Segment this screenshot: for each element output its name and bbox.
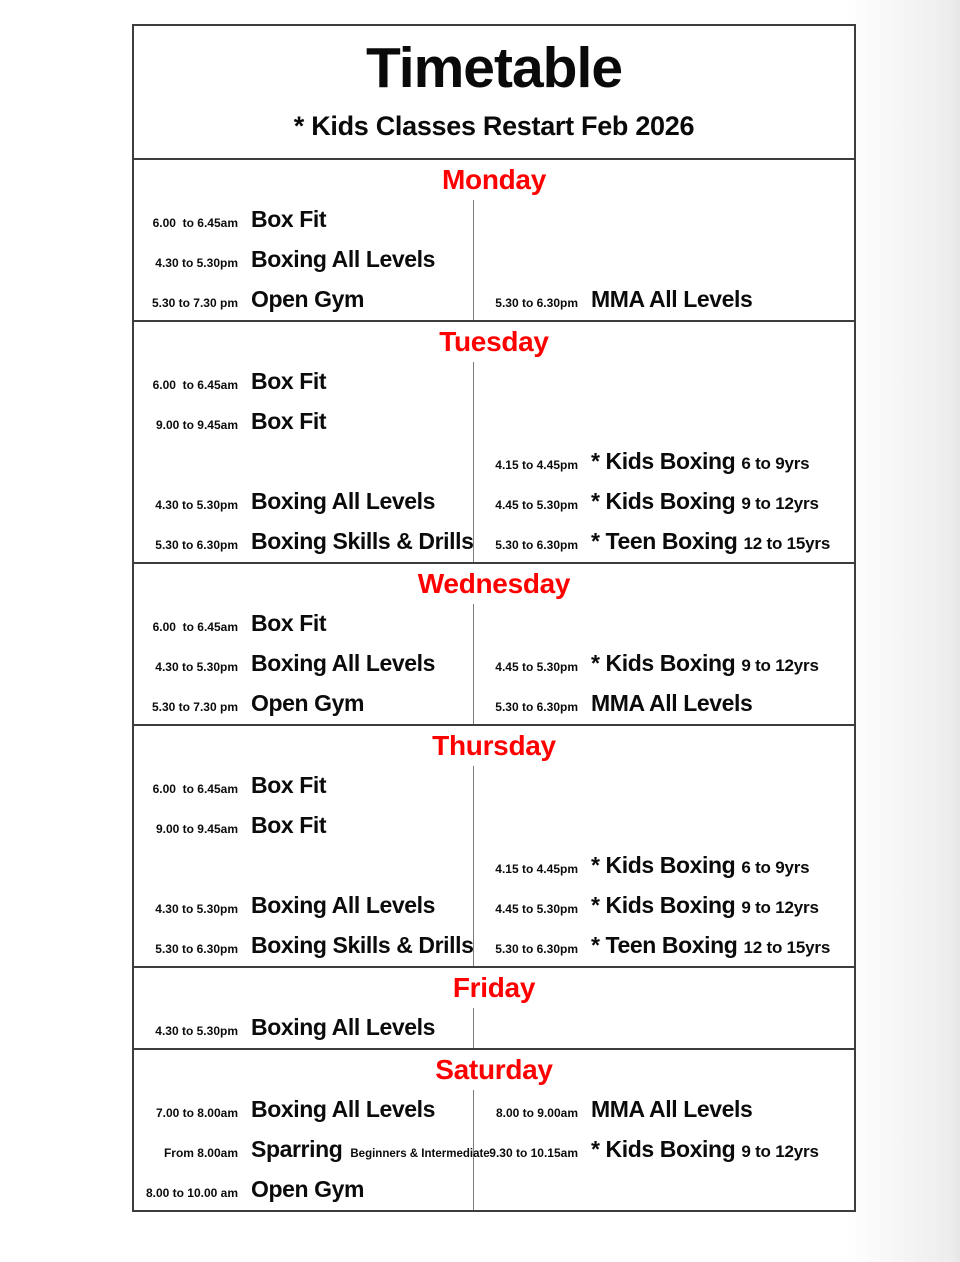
class-time: 9.30 to 10.15am (489, 1146, 578, 1160)
day-section-wednesday (134, 562, 854, 724)
class-time: 4.45 to 5.30pm (495, 660, 578, 674)
class-time: 6.00 to 6.45am (152, 620, 238, 634)
empty-cell (474, 240, 854, 280)
class-age-suffix: 9 to 12yrs (741, 1142, 819, 1161)
class-row (134, 240, 473, 280)
class-row (134, 1170, 473, 1210)
class-time: 6.00 to 6.45am (152, 216, 238, 230)
class-name: * Kids Boxing 6 to 9yrs (591, 852, 810, 878)
class-name: * Kids Boxing 9 to 12yrs (591, 892, 819, 918)
class-time: 5.30 to 6.30pm (155, 538, 238, 552)
day-body (134, 604, 854, 724)
class-level-suffix: Beginners & Intermediate (350, 1148, 490, 1160)
class-time: 5.30 to 6.30pm (495, 538, 578, 552)
class-age-suffix: 12 to 15yrs (743, 534, 831, 553)
class-row (134, 766, 473, 806)
class-name: MMA All Levels (591, 1096, 753, 1122)
class-row (134, 402, 473, 442)
class-name: Box Fit (251, 408, 327, 434)
class-row (134, 684, 473, 724)
day-column-left (134, 1090, 490, 1210)
day-column-right (474, 1090, 854, 1210)
timetable-days (134, 158, 854, 1210)
day-section-saturday (134, 1048, 854, 1210)
empty-cell (134, 442, 473, 482)
day-body (134, 362, 854, 562)
class-row (474, 1130, 854, 1170)
day-heading: Friday (452, 972, 536, 1003)
class-name: MMA All Levels (591, 286, 753, 312)
class-name: * Kids Boxing 6 to 9yrs (591, 448, 810, 474)
class-time: 4.30 to 5.30pm (155, 1024, 238, 1038)
class-row (474, 684, 854, 724)
empty-cell (474, 766, 854, 806)
class-row (474, 482, 854, 522)
class-name: Sparring Beginners & Intermediate (251, 1136, 490, 1162)
day-section-monday (134, 158, 854, 320)
class-row (134, 362, 473, 402)
day-heading: Monday (442, 164, 546, 195)
class-name: Boxing Skills & Drills (251, 932, 474, 958)
day-column-left (134, 200, 474, 320)
day-heading: Tuesday (439, 326, 549, 357)
class-row (134, 522, 473, 562)
day-column-left (134, 1008, 474, 1048)
class-row (134, 886, 473, 926)
class-time: 4.15 to 4.45pm (495, 458, 578, 472)
empty-cell (474, 1170, 854, 1210)
class-row (134, 806, 473, 846)
class-name: * Kids Boxing 9 to 12yrs (591, 1136, 819, 1162)
class-row (474, 644, 854, 684)
class-time: 6.00 to 6.45am (152, 378, 238, 392)
day-column-right (474, 604, 854, 724)
class-row (134, 200, 473, 240)
class-age-suffix: 9 to 12yrs (741, 656, 819, 675)
class-name: Box Fit (251, 772, 327, 798)
class-time: From 8.00am (163, 1146, 238, 1160)
class-row (474, 846, 854, 886)
empty-cell (474, 806, 854, 846)
day-heading: Wednesday (417, 568, 571, 599)
day-body (134, 766, 854, 966)
class-time: 5.30 to 7.30 pm (151, 296, 238, 310)
class-name: * Kids Boxing 9 to 12yrs (591, 650, 819, 676)
class-name: Box Fit (251, 610, 327, 636)
empty-cell (474, 402, 854, 442)
class-time: 8.00 to 10.00 am (145, 1186, 238, 1200)
class-name: Boxing All Levels (251, 488, 436, 514)
class-time: 5.30 to 6.30pm (155, 942, 238, 956)
class-row (134, 482, 473, 522)
class-age-suffix: 12 to 15yrs (743, 938, 831, 957)
day-body (134, 1090, 854, 1210)
empty-cell (474, 1008, 854, 1048)
timetable-header (134, 26, 854, 158)
class-row (134, 280, 473, 320)
day-section-tuesday (134, 320, 854, 562)
day-column-left (134, 362, 474, 562)
class-row (474, 1090, 854, 1130)
class-time: 8.00 to 9.00am (495, 1106, 578, 1120)
class-time: 4.15 to 4.45pm (495, 862, 578, 876)
day-heading: Saturday (435, 1054, 553, 1085)
empty-cell (474, 362, 854, 402)
class-name: Open Gym (251, 286, 365, 312)
class-row (134, 1008, 473, 1048)
class-row (474, 280, 854, 320)
empty-cell (474, 200, 854, 240)
day-body (134, 200, 854, 320)
empty-cell (474, 604, 854, 644)
day-column-right (474, 362, 854, 562)
class-time: 4.30 to 5.30pm (155, 498, 238, 512)
day-section-thursday (134, 724, 854, 966)
class-time: 4.30 to 5.30pm (155, 902, 238, 916)
class-row (134, 1090, 473, 1130)
class-time: 5.30 to 7.30 pm (151, 700, 238, 714)
class-name: MMA All Levels (591, 690, 753, 716)
day-section-friday (134, 966, 854, 1048)
class-name: Open Gym (251, 1176, 365, 1202)
class-name: Boxing Skills & Drills (251, 528, 474, 554)
class-age-suffix: 9 to 12yrs (741, 494, 819, 513)
class-row (134, 604, 473, 644)
class-time: 4.45 to 5.30pm (495, 498, 578, 512)
class-name: Box Fit (251, 812, 327, 838)
class-row (474, 886, 854, 926)
class-time: 6.00 to 6.45am (152, 782, 238, 796)
class-row (134, 644, 473, 684)
class-time: 7.00 to 8.00am (155, 1106, 238, 1120)
class-age-suffix: 6 to 9yrs (741, 454, 810, 473)
class-time: 5.30 to 6.30pm (495, 296, 578, 310)
class-row (474, 442, 854, 482)
class-age-suffix: 9 to 12yrs (741, 898, 819, 917)
empty-cell (134, 846, 473, 886)
class-row (134, 1130, 490, 1170)
class-row (474, 926, 854, 966)
day-body (134, 1008, 854, 1048)
class-name: Box Fit (251, 206, 327, 232)
day-column-right (474, 1008, 854, 1048)
class-name: * Teen Boxing 12 to 15yrs (591, 528, 831, 554)
class-time: 5.30 to 6.30pm (495, 700, 578, 714)
page-title: Timetable (365, 36, 623, 100)
day-column-right (474, 200, 854, 320)
class-time: 5.30 to 6.30pm (495, 942, 578, 956)
day-column-left (134, 604, 474, 724)
day-column-right (474, 766, 854, 966)
timetable (132, 24, 856, 1212)
day-heading: Thursday (432, 730, 556, 761)
class-name: Boxing All Levels (251, 1014, 436, 1040)
class-name: Boxing All Levels (251, 892, 436, 918)
class-time: 9.00 to 9.45am (155, 822, 238, 836)
page-subtitle: * Kids Classes Restart Feb 2026 (293, 111, 695, 141)
class-age-suffix: 6 to 9yrs (741, 858, 810, 877)
class-name: Box Fit (251, 368, 327, 394)
class-name: Boxing All Levels (251, 246, 436, 272)
class-time: 4.30 to 5.30pm (155, 660, 238, 674)
class-time: 9.00 to 9.45am (155, 418, 238, 432)
class-row (134, 926, 473, 966)
class-name: * Teen Boxing 12 to 15yrs (591, 932, 831, 958)
class-time: 4.45 to 5.30pm (495, 902, 578, 916)
class-name: * Kids Boxing 9 to 12yrs (591, 488, 819, 514)
day-column-left (134, 766, 474, 966)
class-time: 4.30 to 5.30pm (155, 256, 238, 270)
class-name: Boxing All Levels (251, 650, 436, 676)
class-name: Open Gym (251, 690, 365, 716)
class-name: Boxing All Levels (251, 1096, 436, 1122)
class-row (474, 522, 854, 562)
